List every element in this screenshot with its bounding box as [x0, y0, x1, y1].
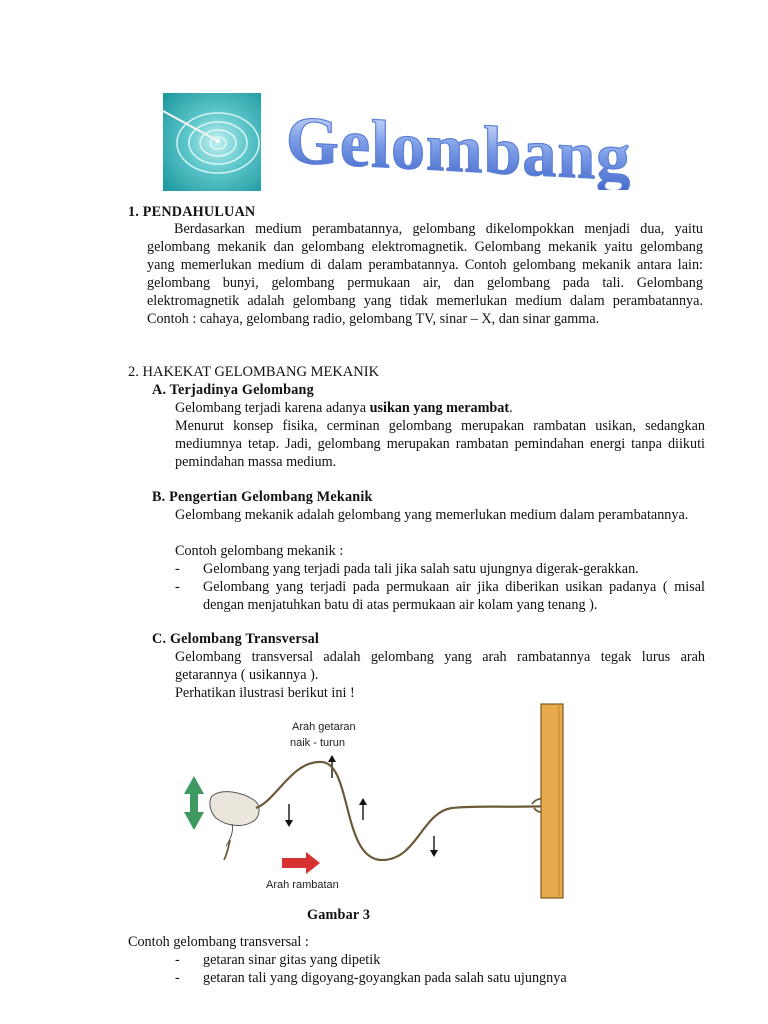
- arrow-down-icon: [430, 836, 438, 857]
- line1-bold: usikan yang merambat: [369, 400, 510, 416]
- title-text: Gelombang: [286, 101, 632, 190]
- list-item: - Gelombang yang terjadi pada tali jika salah satu ujungnya digerak-gerakkan.: [175, 561, 639, 577]
- subsection-a-paragraph: Menurut konsep fisika, cerminan gelombang merupakan rambatan usikan, sedangkan mediumnya tetap. Jadi, gelombang merupakan rambatan pemindahan energi tanpa diikuti pemindahan massa medium.: [175, 418, 705, 470]
- vibration-double-arrow-icon: [184, 776, 204, 830]
- subsection-c-paragraph: Gelombang transversal adalah gelombang yang arah rambatannya tegak lurus arah getarannya ( usikannya ).: [175, 649, 705, 683]
- section-2-heading: 2. HAKEKAT GELOMBANG MEKANIK: [128, 364, 380, 380]
- rope-wave: [256, 762, 552, 860]
- subsection-a-title: A. Terjadinya Gelombang: [152, 382, 314, 398]
- label-vibration-1: Arah getaran: [292, 721, 356, 733]
- wooden-pole: [539, 702, 565, 900]
- arrow-down-icon: [285, 804, 293, 827]
- subsection-b-examples-list: [175, 560, 705, 614]
- transversal-examples-list: [175, 951, 705, 987]
- section-1-paragraph: Berdasarkan medium perambatannya, gelombang dikelompokkan menjadi dua, yaitu gelombang mekanik dan gelombang elektromagnetik. Gelombang mekanik yaitu gelombang yang memerlukan medium di dalam perambatannya. Contoh gelombang mekanik antara lain: gelombang bunyi, gelombang permukaan air, dan gelombang pada tali. Gelombang elektromagnetik adalah gelombang yang tidak memerlukan medium dalam perambatannya. Contoh : cahaya, gelombang radio, gelombang TV, sinar – X, dan sinar gamma.: [147, 221, 703, 327]
- subsection-c-title: C. Gelombang Transversal: [152, 631, 320, 647]
- document-title: [284, 100, 654, 190]
- section-1-heading: 1. PENDAHULUAN: [128, 204, 256, 220]
- transversal-examples-label: Contoh gelombang transversal :: [128, 934, 309, 950]
- subsection-b-title: B. Pengertian Gelombang Mekanik: [152, 489, 373, 505]
- list-item: - Gelombang yang terjadi pada permukaan air jika diberikan usikan padanya ( misal dengan menjatuhkan batu di atas permukaan air kolam yang tenang ).: [175, 579, 705, 613]
- subsection-a-line1: [175, 399, 705, 417]
- arrow-up-icon: [359, 798, 367, 820]
- propagation-arrow-icon: [282, 852, 320, 874]
- water-ripple-image: [163, 93, 261, 191]
- transversal-wave-figure: [182, 700, 582, 930]
- label-propagation: Arah rambatan: [266, 879, 339, 891]
- line1-prefix: Gelombang terjadi karena adanya: [175, 400, 370, 416]
- list-item: - getaran tali yang digoyang-goyangkan pada salah satu ujungnya: [175, 970, 567, 986]
- subsection-b-examples-label: Contoh gelombang mekanik :: [175, 543, 344, 559]
- water-ripple-icon: [163, 93, 261, 191]
- line1-suffix: .: [509, 400, 513, 416]
- hand-icon: [210, 792, 259, 846]
- subsection-b-paragraph: Gelombang mekanik adalah gelombang yang memerlukan medium dalam perambatannya.: [175, 507, 689, 523]
- label-vibration-2: naik - turun: [290, 737, 346, 749]
- subsection-c-note: Perhatikan ilustrasi berikut ini !: [175, 685, 355, 701]
- list-item: - getaran sinar gitas yang dipetik: [175, 952, 381, 968]
- figure-caption: Gambar 3: [307, 907, 371, 923]
